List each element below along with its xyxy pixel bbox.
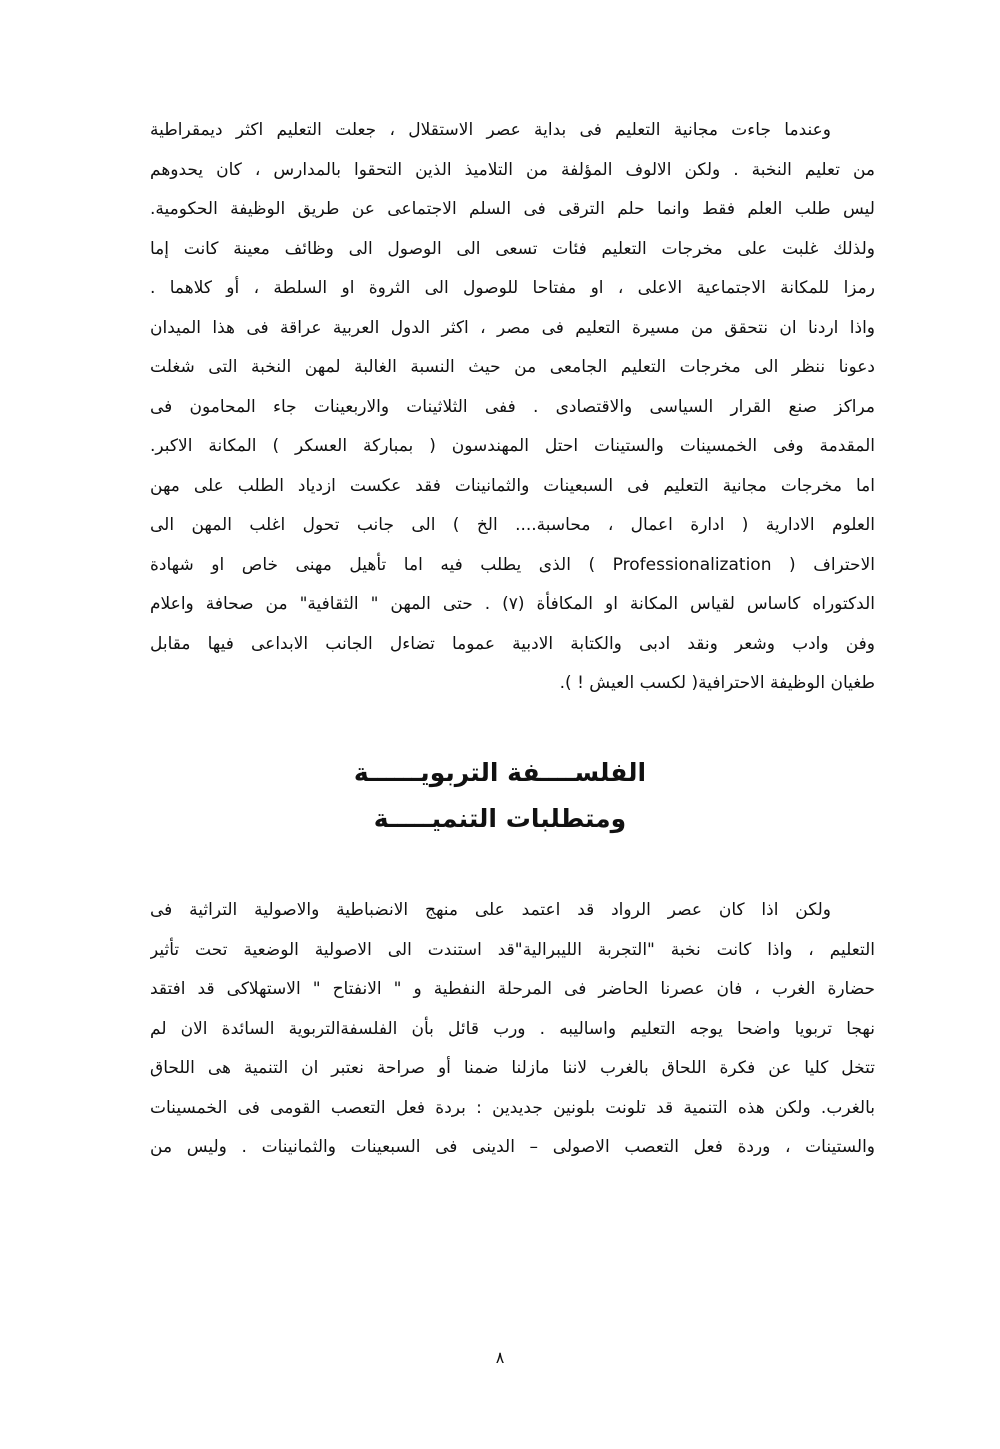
- paragraph-line: دعونا ننظر الى مخرجات التعليم الجامعى من حيث النسبة الغالبة لمهن النخبة التى شغلت: [150, 357, 875, 377]
- paragraph-line: المقدمة وفى الخمسينات والستينات احتل المهندسون ( بمباركة العسكر ) المكانة الاكبر.: [150, 436, 875, 456]
- paragraph-line: من تعليم النخبة . ولكن الالوف المؤلفة من التلاميذ الذين التحقوا بالمدارس ، كان يحدوهم: [150, 159, 875, 180]
- paragraph-line: التعليم ، واذا كانت نخبة "التجربة الليبرالية"قد استندت الى الاصولية الوضعية تحت تأثير: [150, 939, 875, 960]
- paragraph-line: العلوم الادارية ( ادارة اعمال ، محاسبة.... الخ ) الى جانب تحول اغلب المهن الى: [150, 515, 875, 535]
- paragraph-line: ليس طلب العلم فقط وانما حلم الترقى فى السلم الاجتماعى عن طريق الوظيفة الحكومية.: [150, 199, 875, 219]
- paragraph-line: وعندما جاءت مجانية التعليم فى بداية عصر الاستقلال ، جعلت التعليم اكثر ديمقراطية: [150, 120, 831, 140]
- paragraph-line: تتخل كليا عن فكرة اللحاق بالغرب لاننا مازلنا ضمنا أو صراحة نعتبر ان التنمية هى اللحاق: [150, 1058, 875, 1078]
- paragraph-line: الاحتراف ( Professionalization ) الذى يطلب فيه اما تأهيل مهنى خاص او شهادة: [150, 554, 875, 575]
- paragraph-2: [150, 891, 875, 1168]
- paragraph-line: حضارة الغرب ، فان عصرنا الحاضر فى المرحلة النفطية و " الانفتاح " الاستهلاكى قد افتقد: [150, 979, 875, 999]
- paragraph-line: ولذلك غلبت على مخرجات التعليم فئات تسعى الى الوصول الى وظائف معينة كانت إما: [150, 238, 875, 259]
- paragraph-line: رمزا للمكانة الاجتماعية الاعلى ، او مفتاحا للوصول الى الثروة او السلطة ، أو كلاهما .: [150, 278, 875, 298]
- paragraph-line: واذا اردنا ان نتحقق من مسيرة التعليم فى مصر ، اكثر الدول العربية عراقة فى هذا الميدان: [150, 317, 875, 338]
- section-heading-line-1: الفلســــفة التربويــــــة: [353, 758, 647, 787]
- paragraph-line: مراكز صنع القرار السياسى والاقتصادى . ففى الثلاثينات والاربعينات جاء المحامون فى: [150, 396, 875, 417]
- paragraph-line: اما مخرجات مجانية التعليم فى السبعينات والثمانينات فقد عكست ازدياد الطلب على مهن: [150, 475, 875, 496]
- paragraph-1: [150, 111, 875, 704]
- section-heading-line-2: ومتطلبات التنميـــــة: [373, 804, 627, 833]
- paragraph-line: ولكن اذا كان عصر الرواد قد اعتمد على منهج الانضباطية والاصولية التراثية فى: [150, 900, 831, 920]
- paragraph-line: والستينات ، وردة فعل التعصب الاصولى – الدينى فى السبعينات والثمانينات . وليس من: [150, 1137, 875, 1157]
- paragraph-line: طغيان الوظيفة الاحترافية( لكسب العيش ! ).: [559, 673, 875, 693]
- paragraph-line: وفن وادب وشعر ونقد ادبى والكتابة الادبية عموما تضاءل الجانب الابداعى فيها مقابل: [150, 633, 875, 654]
- page-number: ٨: [495, 1348, 505, 1367]
- paragraph-line: نهجا تربويا واضحا يوجه التعليم واساليبه . ورب قائل بأن الفلسفةالتربوية السائدة الان لم: [150, 1018, 875, 1039]
- paragraph-line: الدكتوراه كاساس لقياس المكانة او المكافأة (٧) . حتى المهن " الثقافية" من صحافة واعلام: [150, 594, 875, 614]
- paragraph-line: بالغرب. ولكن هذه التنمية قد تلونت بلونين جديدين : بردة فعل التعصب القومى فى الخمسينات: [150, 1097, 875, 1118]
